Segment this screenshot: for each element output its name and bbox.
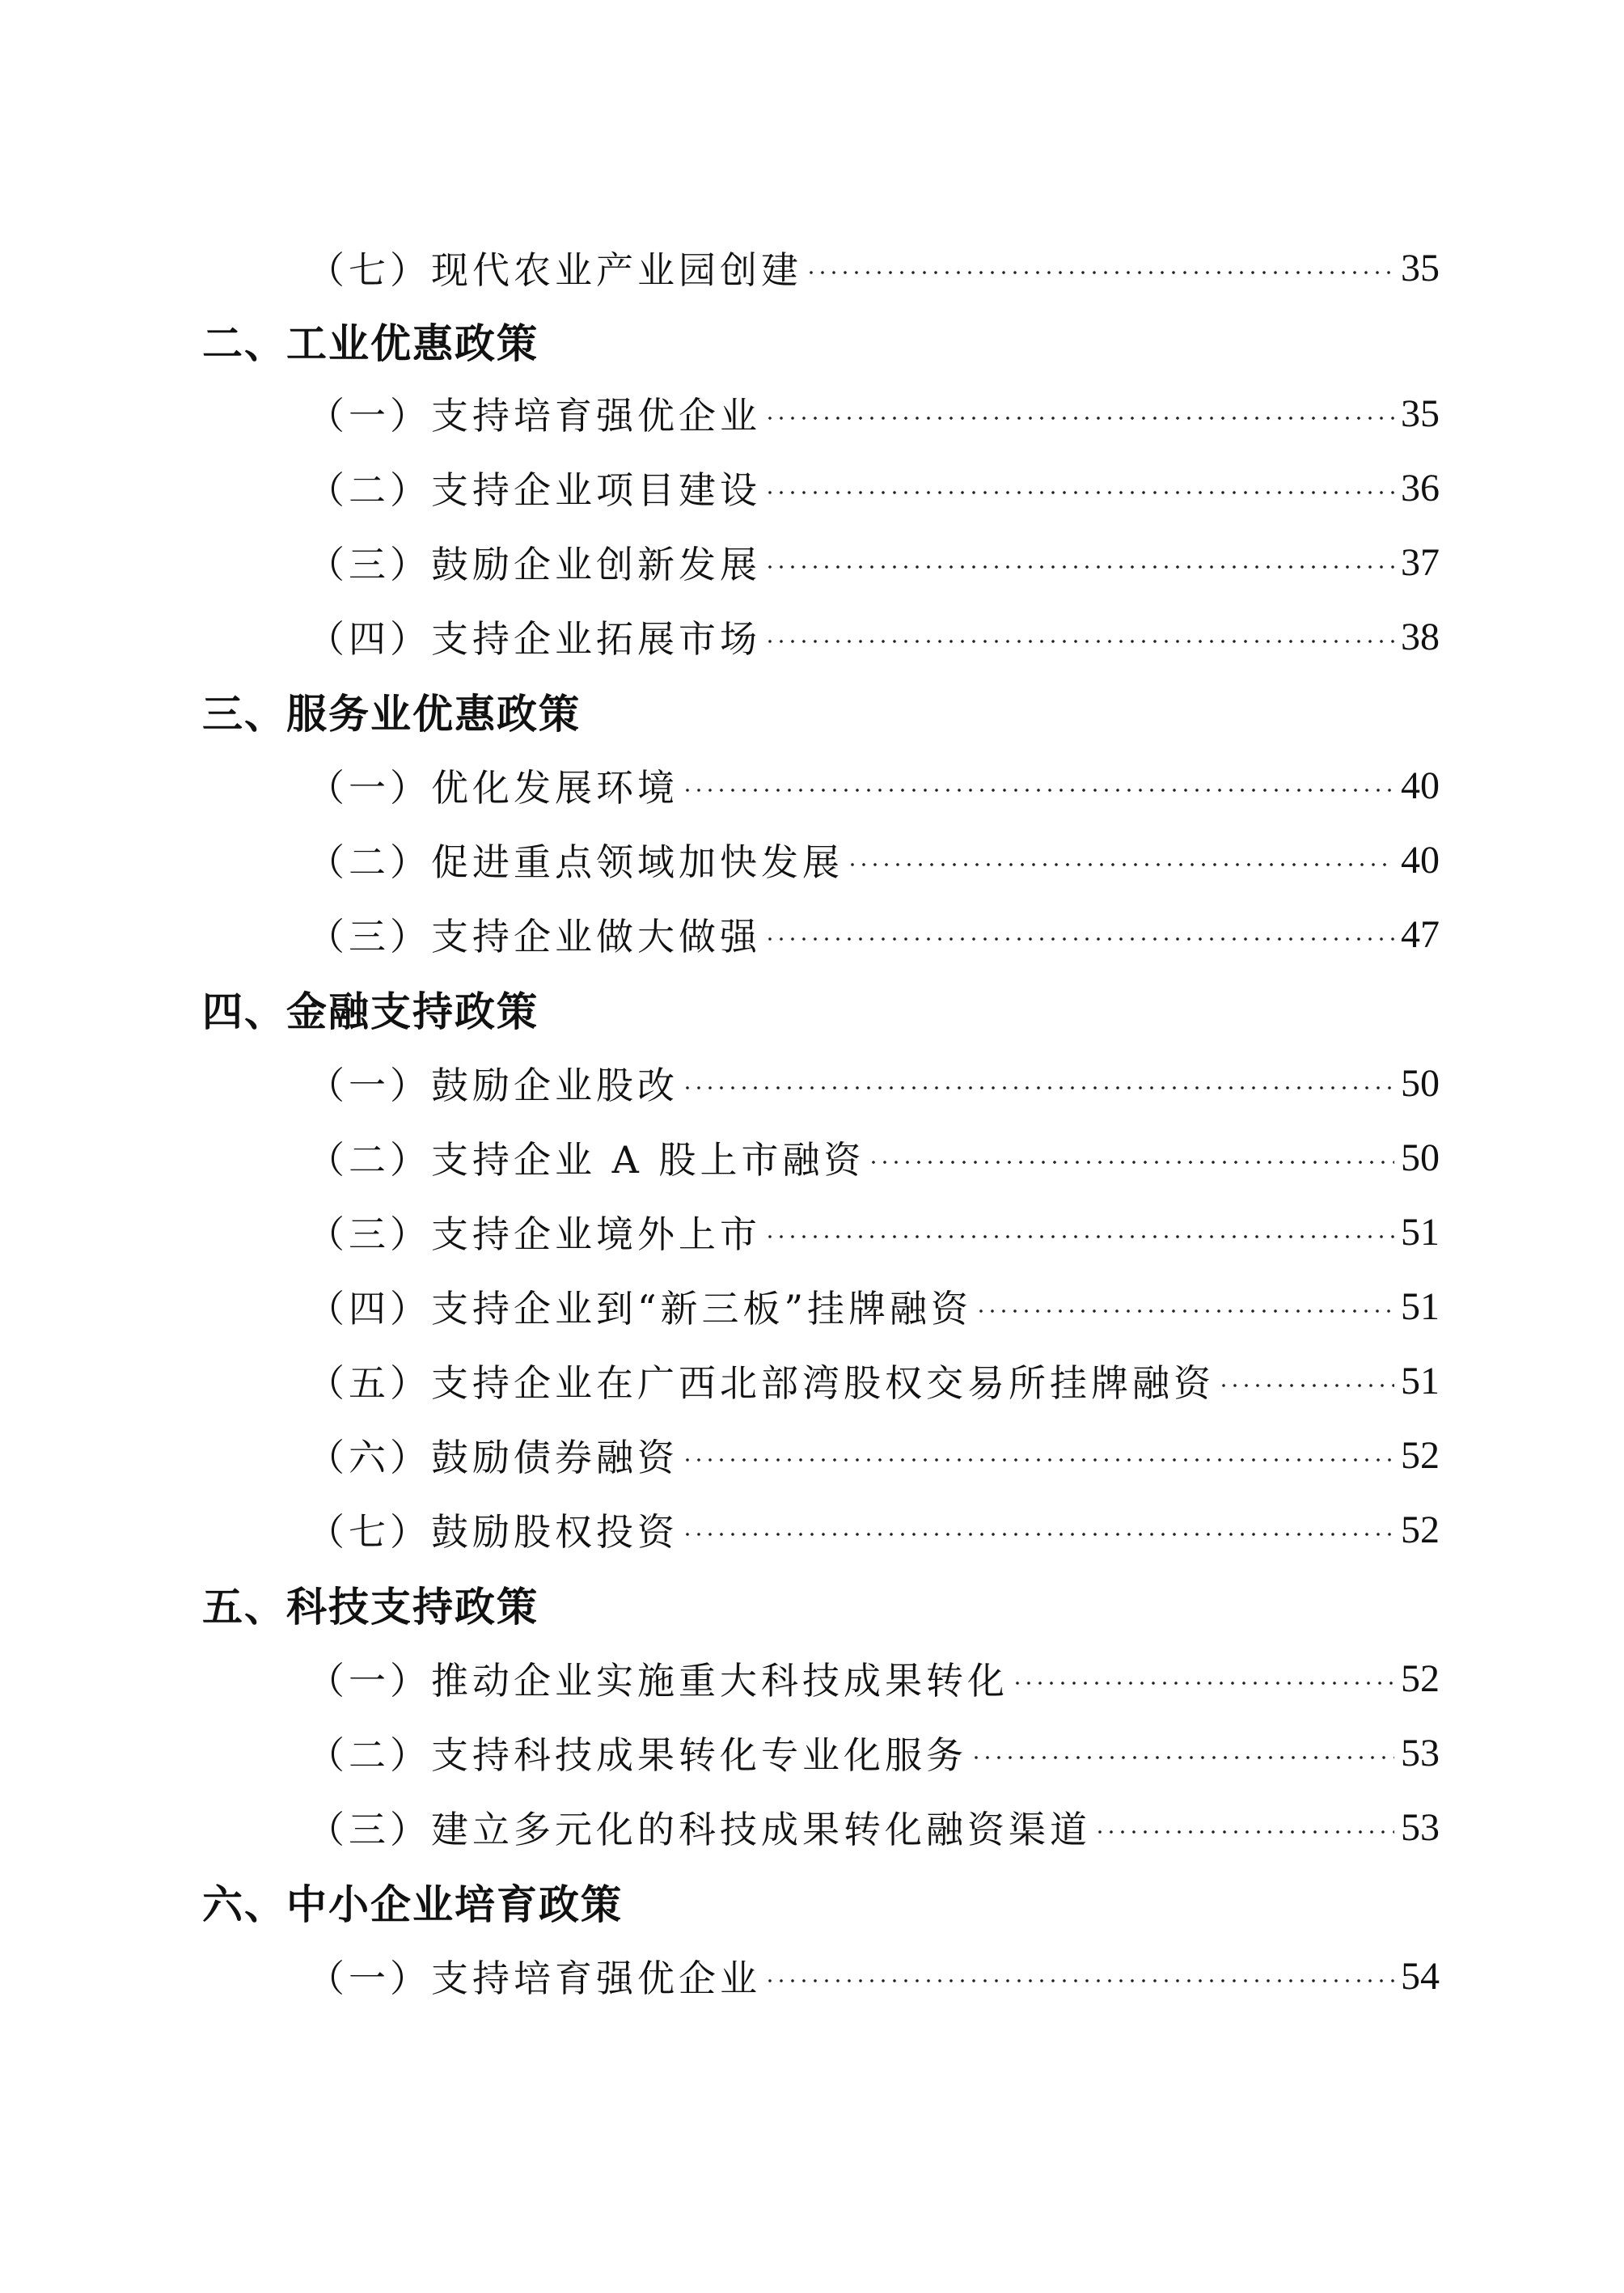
toc-page-number: 35 (1401, 246, 1440, 290)
toc-entry-label: （三）支持企业做大做强 (307, 915, 761, 958)
toc-entry-label: （二）促进重点领域加快发展 (307, 840, 844, 884)
dot-leader (682, 1533, 1394, 1536)
toc-entry-finance-6[interactable] (307, 1418, 1440, 1492)
section-heading-technology[interactable]: 五、科技支持政策 (202, 1584, 539, 1631)
toc-entry-industry-4[interactable] (307, 599, 1440, 674)
toc-entry-finance-3[interactable] (307, 1195, 1440, 1269)
section-heading-services[interactable]: 三、服务业优惠政策 (202, 691, 581, 738)
toc-entry-finance-7[interactable] (307, 1492, 1440, 1567)
dot-leader (764, 640, 1394, 643)
toc-entry-label: （七）鼓励股权投资 (307, 1510, 679, 1554)
toc-entry-services-3[interactable] (307, 897, 1440, 971)
dot-leader (764, 417, 1394, 420)
toc-entry-label: （七）现代农业产业园创建 (307, 248, 802, 292)
dot-leader (868, 1161, 1394, 1164)
dot-leader (1094, 1830, 1394, 1834)
toc-entry-services-1[interactable] (307, 748, 1440, 823)
toc-page-number: 50 (1401, 1061, 1440, 1105)
toc-page-number: 52 (1401, 1656, 1440, 1700)
toc-entry-finance-4[interactable] (307, 1269, 1440, 1343)
dot-leader (764, 937, 1394, 941)
toc-page-number: 53 (1401, 1805, 1440, 1849)
toc-page-number: 37 (1401, 540, 1440, 584)
toc-entry-label: （三）鼓励企业创新发展 (307, 543, 761, 586)
toc-page-number: 47 (1401, 912, 1440, 956)
toc-page-number: 38 (1401, 615, 1440, 658)
toc-entry-services-2[interactable] (307, 823, 1440, 897)
toc-entry-label: （一）推动企业实施重大科技成果转化 (307, 1659, 1009, 1703)
toc-entry-label: （二）支持企业项目建设 (307, 468, 761, 512)
toc-page-number: 35 (1401, 391, 1440, 435)
toc-page-number: 52 (1401, 1433, 1440, 1477)
toc-page-number: 40 (1401, 838, 1440, 882)
toc-page-number: 51 (1401, 1284, 1440, 1328)
dot-leader (764, 1979, 1394, 1982)
dot-leader (682, 1086, 1394, 1089)
toc-entry-industry-1[interactable] (307, 376, 1440, 451)
toc-entry-sme-1[interactable] (307, 1939, 1440, 2013)
toc-entry-label: （六）鼓励债券融资 (307, 1436, 679, 1479)
toc-entry-label: （三）支持企业境外上市 (307, 1212, 761, 1256)
toc-page-number: 50 (1401, 1136, 1440, 1179)
dot-leader (682, 789, 1394, 792)
toc-page-number: 53 (1401, 1731, 1440, 1775)
toc-entry-industry-3[interactable] (307, 525, 1440, 599)
toc-entry-label: （四）支持企业拓展市场 (307, 617, 761, 661)
toc-entry-technology-2[interactable] (307, 1716, 1440, 1790)
toc-entry-label: （一）鼓励企业股改 (307, 1064, 679, 1107)
toc-entry-label: （一）支持培育强优企业 (307, 1957, 761, 2000)
section-heading-industry[interactable]: 二、工业优惠政策 (202, 320, 539, 367)
toc-page-number: 52 (1401, 1508, 1440, 1551)
toc-entry-label: （四）支持企业到“新三板”挂牌融资 (307, 1287, 973, 1331)
dot-leader (971, 1756, 1394, 1759)
toc-entry-finance-2[interactable] (307, 1120, 1440, 1195)
toc-page-number: 36 (1401, 466, 1440, 510)
toc-entry-finance-1[interactable] (307, 1046, 1440, 1120)
dot-leader (1218, 1384, 1394, 1387)
dot-leader (806, 271, 1394, 274)
dot-leader (975, 1309, 1394, 1313)
toc-entry-label: （三）建立多元化的科技成果转化融资渠道 (307, 1808, 1091, 1851)
toc-entry-label: （二）支持企业 A 股上市融资 (307, 1138, 865, 1182)
section-heading-finance[interactable]: 四、金融支持政策 (202, 988, 539, 1035)
dot-leader (764, 491, 1394, 494)
toc-page-number: 54 (1401, 1954, 1440, 1998)
dot-leader (682, 1458, 1394, 1462)
section-heading-sme[interactable]: 六、中小企业培育政策 (202, 1881, 623, 1928)
toc-entry-industry-2[interactable] (307, 451, 1440, 525)
dot-leader (764, 1235, 1394, 1238)
toc-page-number: 51 (1401, 1210, 1440, 1254)
toc-entry-modern-agriculture-park[interactable] (307, 231, 1440, 305)
dot-leader (764, 565, 1394, 569)
toc-entry-label: （一）优化发展环境 (307, 766, 679, 810)
toc-page-number: 51 (1401, 1359, 1440, 1402)
toc-entry-label: （二）支持科技成果转化专业化服务 (307, 1733, 967, 1777)
dot-leader (1012, 1682, 1394, 1685)
toc-entry-technology-1[interactable] (307, 1641, 1440, 1716)
toc-entry-technology-3[interactable] (307, 1790, 1440, 1864)
dot-leader (847, 863, 1394, 866)
toc-entry-label: （五）支持企业在广西北部湾股权交易所挂牌融资 (307, 1361, 1215, 1405)
toc-entry-label: （一）支持培育强优企业 (307, 394, 761, 438)
toc-page-number: 40 (1401, 764, 1440, 807)
toc-entry-finance-5[interactable] (307, 1343, 1440, 1418)
